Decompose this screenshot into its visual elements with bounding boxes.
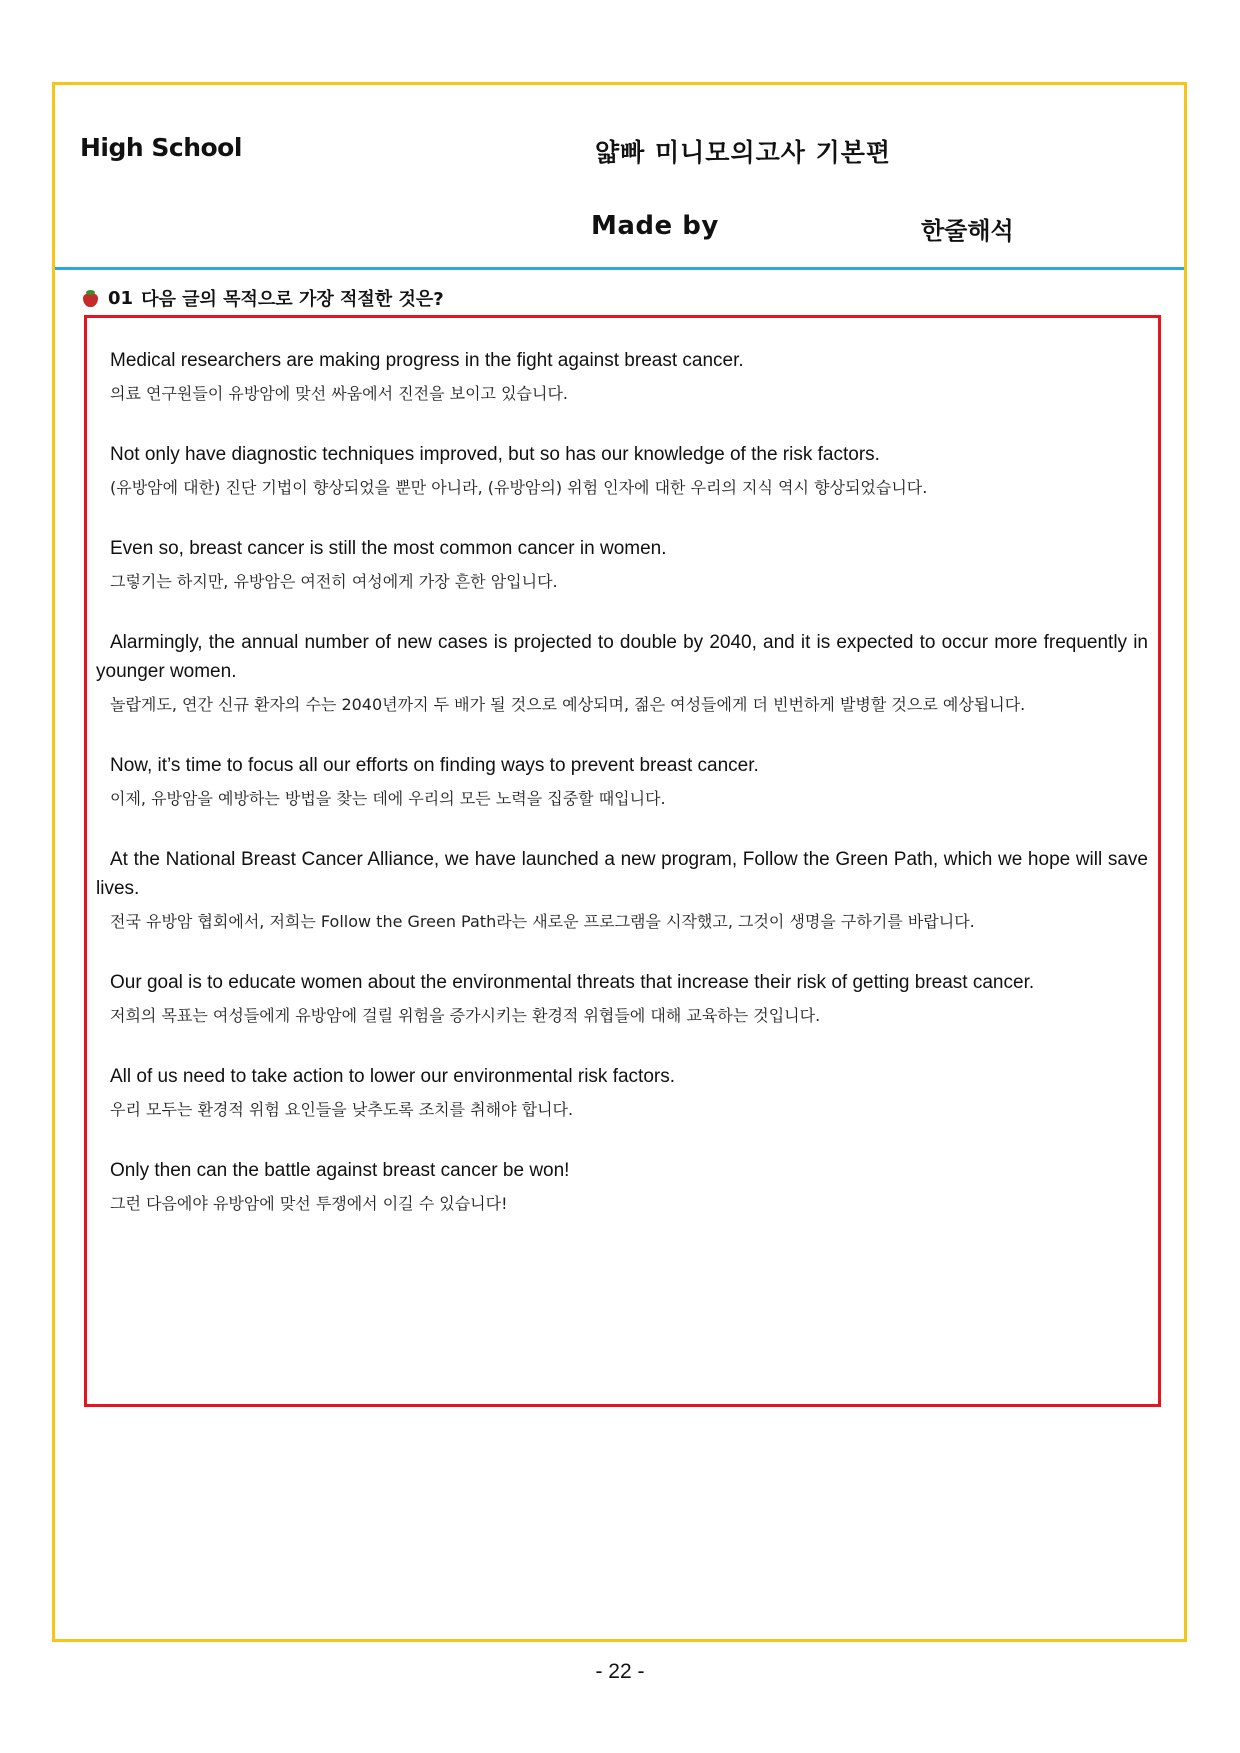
sentence-pair (96, 968, 1148, 1030)
english-sentence: At the National Breast Cancer Alliance, we have launched a new program, Follow the Green Path, which we hope will save lives. (96, 849, 1148, 899)
sentence-pair (96, 628, 1148, 719)
passage-box (84, 315, 1161, 1407)
sentence-pair (96, 1156, 1148, 1218)
sentence-pair (96, 346, 1148, 408)
sentence-pair (96, 751, 1148, 813)
sentence-pair (96, 534, 1148, 596)
korean-translation: 우리 모두는 환경적 위험 요인들을 낮추도록 조치를 취해야 합니다. (110, 1100, 574, 1119)
english-sentence: Not only have diagnostic techniques improved, but so has our knowledge of the risk factors. (110, 444, 880, 465)
english-sentence: Only then can the battle against breast cancer be won! (110, 1160, 570, 1181)
korean-translation: 놀랍게도, 연간 신규 환자의 수는 2040년까지 두 배가 될 것으로 예상되며, 젊은 여성들에게 더 빈번하게 발병할 것으로 예상됩니다. (110, 695, 1026, 714)
english-sentence: Now, it’s time to focus all our efforts on finding ways to prevent breast cancer. (110, 755, 759, 776)
english-sentence: All of us need to take action to lower our environmental risk factors. (110, 1066, 675, 1087)
korean-translation: 저희의 목표는 여성들에게 유방암에 걸릴 위험을 증가시키는 환경적 위협들에 대해 교육하는 것입니다. (110, 1006, 821, 1025)
korean-translation: 의료 연구원들이 유방암에 맞선 싸움에서 진전을 보이고 있습니다. (110, 384, 569, 403)
book-title: 얇빠 미니모의고사 기본편 (595, 138, 892, 167)
author-name: 한줄해석 (921, 217, 1014, 245)
sentence-pair (96, 440, 1148, 502)
english-sentence: Medical researchers are making progress in the fight against breast cancer. (110, 350, 744, 371)
sentence-pair (96, 845, 1148, 936)
korean-translation: 그렇기는 하지만, 유방암은 여전히 여성에게 가장 흔한 암입니다. (110, 572, 558, 591)
sentence-pair (96, 1062, 1148, 1124)
strawberry-icon (83, 290, 98, 307)
english-sentence: Alarmingly, the annual number of new cases is projected to double by 2040, and it is expected to occur more frequently in younger women. (96, 632, 1148, 682)
english-sentence: Even so, breast cancer is still the most common cancer in women. (110, 538, 667, 559)
page-frame (52, 82, 1187, 1642)
question-heading (83, 285, 444, 311)
korean-translation: 전국 유방암 협회에서, 저희는 Follow the Green Path라는 새로운 프로그램을 시작했고, 그것이 생명을 구하기를 바랍니다. (110, 912, 975, 931)
made-by-label: Made by (591, 211, 719, 241)
question-number: 01 (108, 287, 134, 309)
page-number: - 22 - (595, 1660, 645, 1683)
korean-translation: 이제, 유방암을 예방하는 방법을 찾는 데에 우리의 모든 노력을 집중할 때입니다. (110, 789, 666, 808)
question-text: 다음 글의 목적으로 가장 적절한 것은? (141, 289, 444, 310)
page-header (55, 85, 1184, 270)
korean-translation: (유방암에 대한) 진단 기법이 향상되었을 뿐만 아니라, (유방암의) 위험 인자에 대한 우리의 지식 역시 향상되었습니다. (110, 478, 928, 497)
korean-translation: 그런 다음에야 유방암에 맞선 투쟁에서 이길 수 있습니다! (110, 1194, 508, 1213)
english-sentence: Our goal is to educate women about the environmental threats that increase their risk of getting breast cancer. (110, 972, 1035, 993)
level-label: High School (80, 133, 242, 162)
